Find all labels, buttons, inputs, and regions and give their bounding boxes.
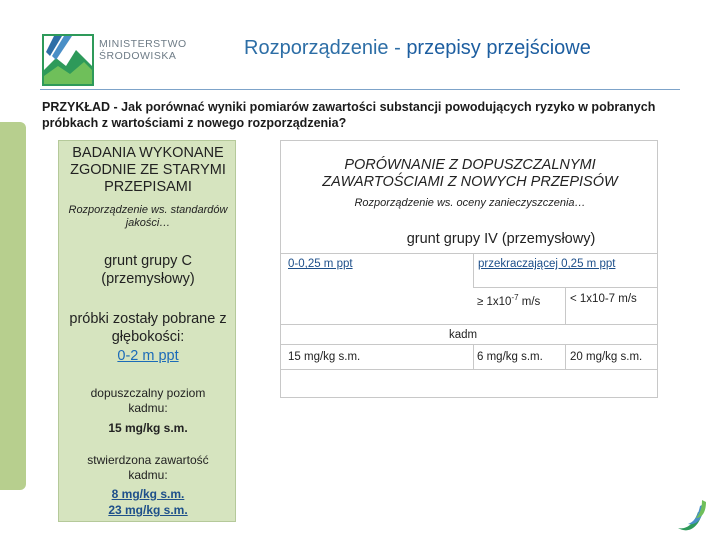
grid-line (473, 344, 474, 369)
measured-value-2: 23 mg/kg s.m. (108, 503, 188, 517)
old-regulations-heading: BADANIA WYKONANE ZGODNIE ZE STARYMI PRZEPISAMI (70, 145, 226, 195)
grid-line (281, 369, 657, 370)
grid-line (281, 324, 657, 325)
permeability-col1 (477, 293, 540, 308)
samples-depth: 0-2 m ppt (117, 348, 179, 364)
decorative-side-bar (0, 122, 26, 490)
new-regulations-panel (280, 140, 658, 398)
old-regulation-name: Rozporządzenie ws. standardów jakości… (68, 204, 228, 229)
title-main: przepisy przejściowe (406, 37, 591, 59)
allowed-level-label: dopuszczalny poziom kadmu: (90, 386, 206, 415)
page-title (244, 37, 591, 60)
header-divider (40, 89, 680, 90)
new-soil-group: grunt grupy IV (przemysłowy) (406, 231, 596, 247)
measured-value-2-wrap (59, 503, 237, 518)
value-col2: 6 mg/kg s.m. (477, 351, 543, 363)
logo-text (99, 38, 187, 62)
samples-label: próbki zostały pobrane z głębokości: (69, 311, 227, 345)
old-soil-group: grunt grupy C (przemysłowy) (101, 253, 195, 287)
perm-col1-exp: -7 (511, 293, 519, 302)
example-question: PRZYKŁAD - Jak porównać wyniki pomiarów zawartości substancji powodujących ryzyko w pobranych próbkach z wartościami z nowego rozporządzenia? (42, 100, 656, 130)
old-regulations-panel (58, 140, 236, 522)
perm-col1-suffix: m/s (518, 295, 541, 308)
new-regulations-heading: PORÓWNANIE Z DOPUSZCZALNYMI ZAWARTOŚCIAMI Z NOWYCH PRZEPISÓW (322, 157, 618, 190)
measured-value-1: 8 mg/kg s.m. (111, 487, 185, 501)
logo-line1: MINISTERSTWO (99, 38, 187, 50)
title-prefix: Rozporządzenie - (244, 37, 407, 59)
grid-line (473, 253, 474, 288)
value-col1: 15 mg/kg s.m. (288, 351, 361, 363)
grid-line (281, 344, 657, 345)
ministry-logo-icon (42, 34, 94, 86)
grid-line (565, 287, 566, 324)
permeability-col2: < 1x10-7 m/s (570, 293, 637, 305)
brand-swoosh-icon (676, 498, 708, 534)
measured-value-1-wrap (59, 487, 237, 502)
grid-line (281, 253, 657, 254)
new-regulation-name: Rozporządzenie ws. oceny zanieczyszczenia… (354, 197, 586, 209)
value-col3: 20 mg/kg s.m. (570, 351, 643, 363)
grid-line (565, 344, 566, 369)
measured-content-label: stwierdzona zawartość kadmu: (87, 453, 209, 482)
depth-col1: 0-0,25 m ppt (288, 258, 353, 270)
substance-cadmium: kadm (449, 329, 478, 341)
logo-line2: ŚRODOWISKA (99, 50, 177, 62)
perm-col1-prefix: ≥ 1x10 (477, 295, 512, 308)
samples-depth-wrap (59, 347, 237, 365)
depth-col2: przekraczającej 0,25 m ppt (478, 258, 616, 270)
allowed-level-value: 15 mg/kg s.m. (108, 421, 188, 435)
